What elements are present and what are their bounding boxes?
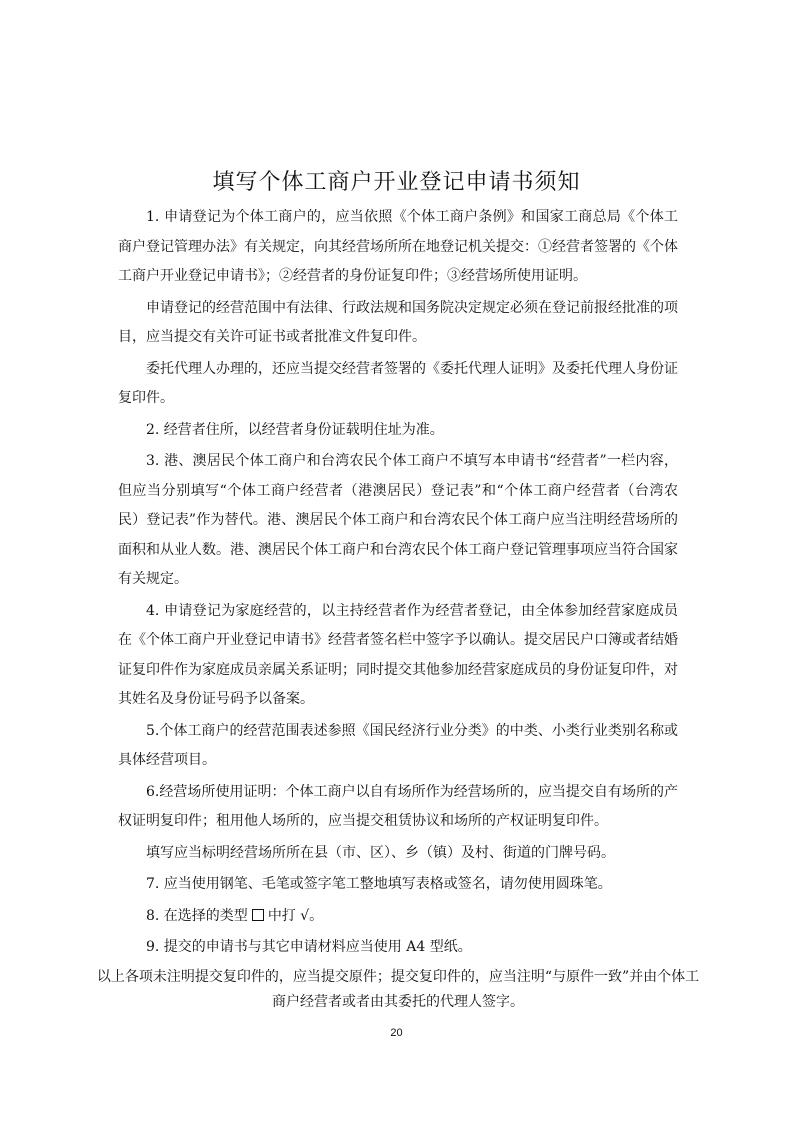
paragraph-item-7: 7. 应当使用钢笔、毛笔或签字笔工整地填写表格或签名，请勿使用圆珠笔。 <box>146 876 612 892</box>
paragraph-item-9: 9. 提交的申请书与其它申请材料应当使用 A4 型纸。 <box>146 939 472 955</box>
paragraph-item-2: 2. 经营者住所，以经营者身份证载明住址为准。 <box>146 421 444 438</box>
checkbox-icon <box>252 909 264 921</box>
paragraph-item-3: 3. 港、澳居民个体工商户和台湾农民个体工商户不填写本申请书“经营者”一栏内容，但应当分别填写“个体工商户经营者（港澳居民）登记表”和“个体工商户经营者（台湾农民）登记表”作为替代。港、澳居民个体工商户和台湾农民个体工商户应当注明经营场所的面积和从业人数。港、澳居民个体工商户和台湾农民个体工商户登记管理事项应当符合国家有关规定。 <box>118 453 678 587</box>
notice-body <box>96 203 700 1015</box>
paragraph-item-6: 6.经营场所使用证明：个体工商户以自有场所作为经营场所的，应当提交自有场所的产权证明复印件；租用他人场所的，应当提交租赁协议和场所的产权证明复印件。 <box>118 783 678 829</box>
closing-note: 以上各项未注明提交复印件的，应当提交原件；提交复印件的，应当注明“与原件一致”并由个体工商户经营者或者由其委托的代理人签字。 <box>96 968 700 1010</box>
item-8-text-after: 中打 √。 <box>267 907 324 924</box>
paragraph-item-5: 5.个体工商户的经营范围表述参照《国民经济行业分类》的中类、小类行业类别名称或具体经营项目。 <box>118 722 678 768</box>
paragraph-agent: 委托代理人办理的，还应当提交经营者签署的《委托代理人证明》及委托代理人身份证复印件。 <box>118 360 678 406</box>
page-number: 20 <box>390 1027 403 1039</box>
paragraph-approval-scope: 申请登记的经营范围中有法律、行政法规和国务院决定规定必须在登记前报经批准的项目，应当提交有关许可证书或者批准文件复印件。 <box>118 299 678 345</box>
paragraph-item-8 <box>118 902 678 932</box>
item-8-text-before: 8. 在选择的类型 <box>146 907 248 924</box>
paragraph-item-1: 1. 申请登记为个体工商户的，应当依照《个体工商户条例》和国家工商总局《个体工商户登记管理办法》有关规定，向其经营场所所在地登记机关提交：①经营者签署的《个体工商户开业登记申请书》；②经营者的身份证复印件；③经营场所使用证明。 <box>118 209 678 284</box>
paragraph-address-note: 填写应当标明经营场所所在县（市、区）、乡（镇）及村、街道的门牌号码。 <box>146 844 615 861</box>
paragraph-item-4: 4. 申请登记为家庭经营的，以主持经营者作为经营者登记，由全体参加经营家庭成员在《个体工商户开业登记申请书》经营者签名栏中签字予以确认。提交居民户口簿或者结婚证复印件作为家庭成员亲属关系证明；同时提交其他参加经营家庭成员的身份证复印件，对其姓名及身份证号码予以备案。 <box>118 602 678 707</box>
page-title: 填写个体工商户开业登记申请书须知 <box>212 170 581 195</box>
